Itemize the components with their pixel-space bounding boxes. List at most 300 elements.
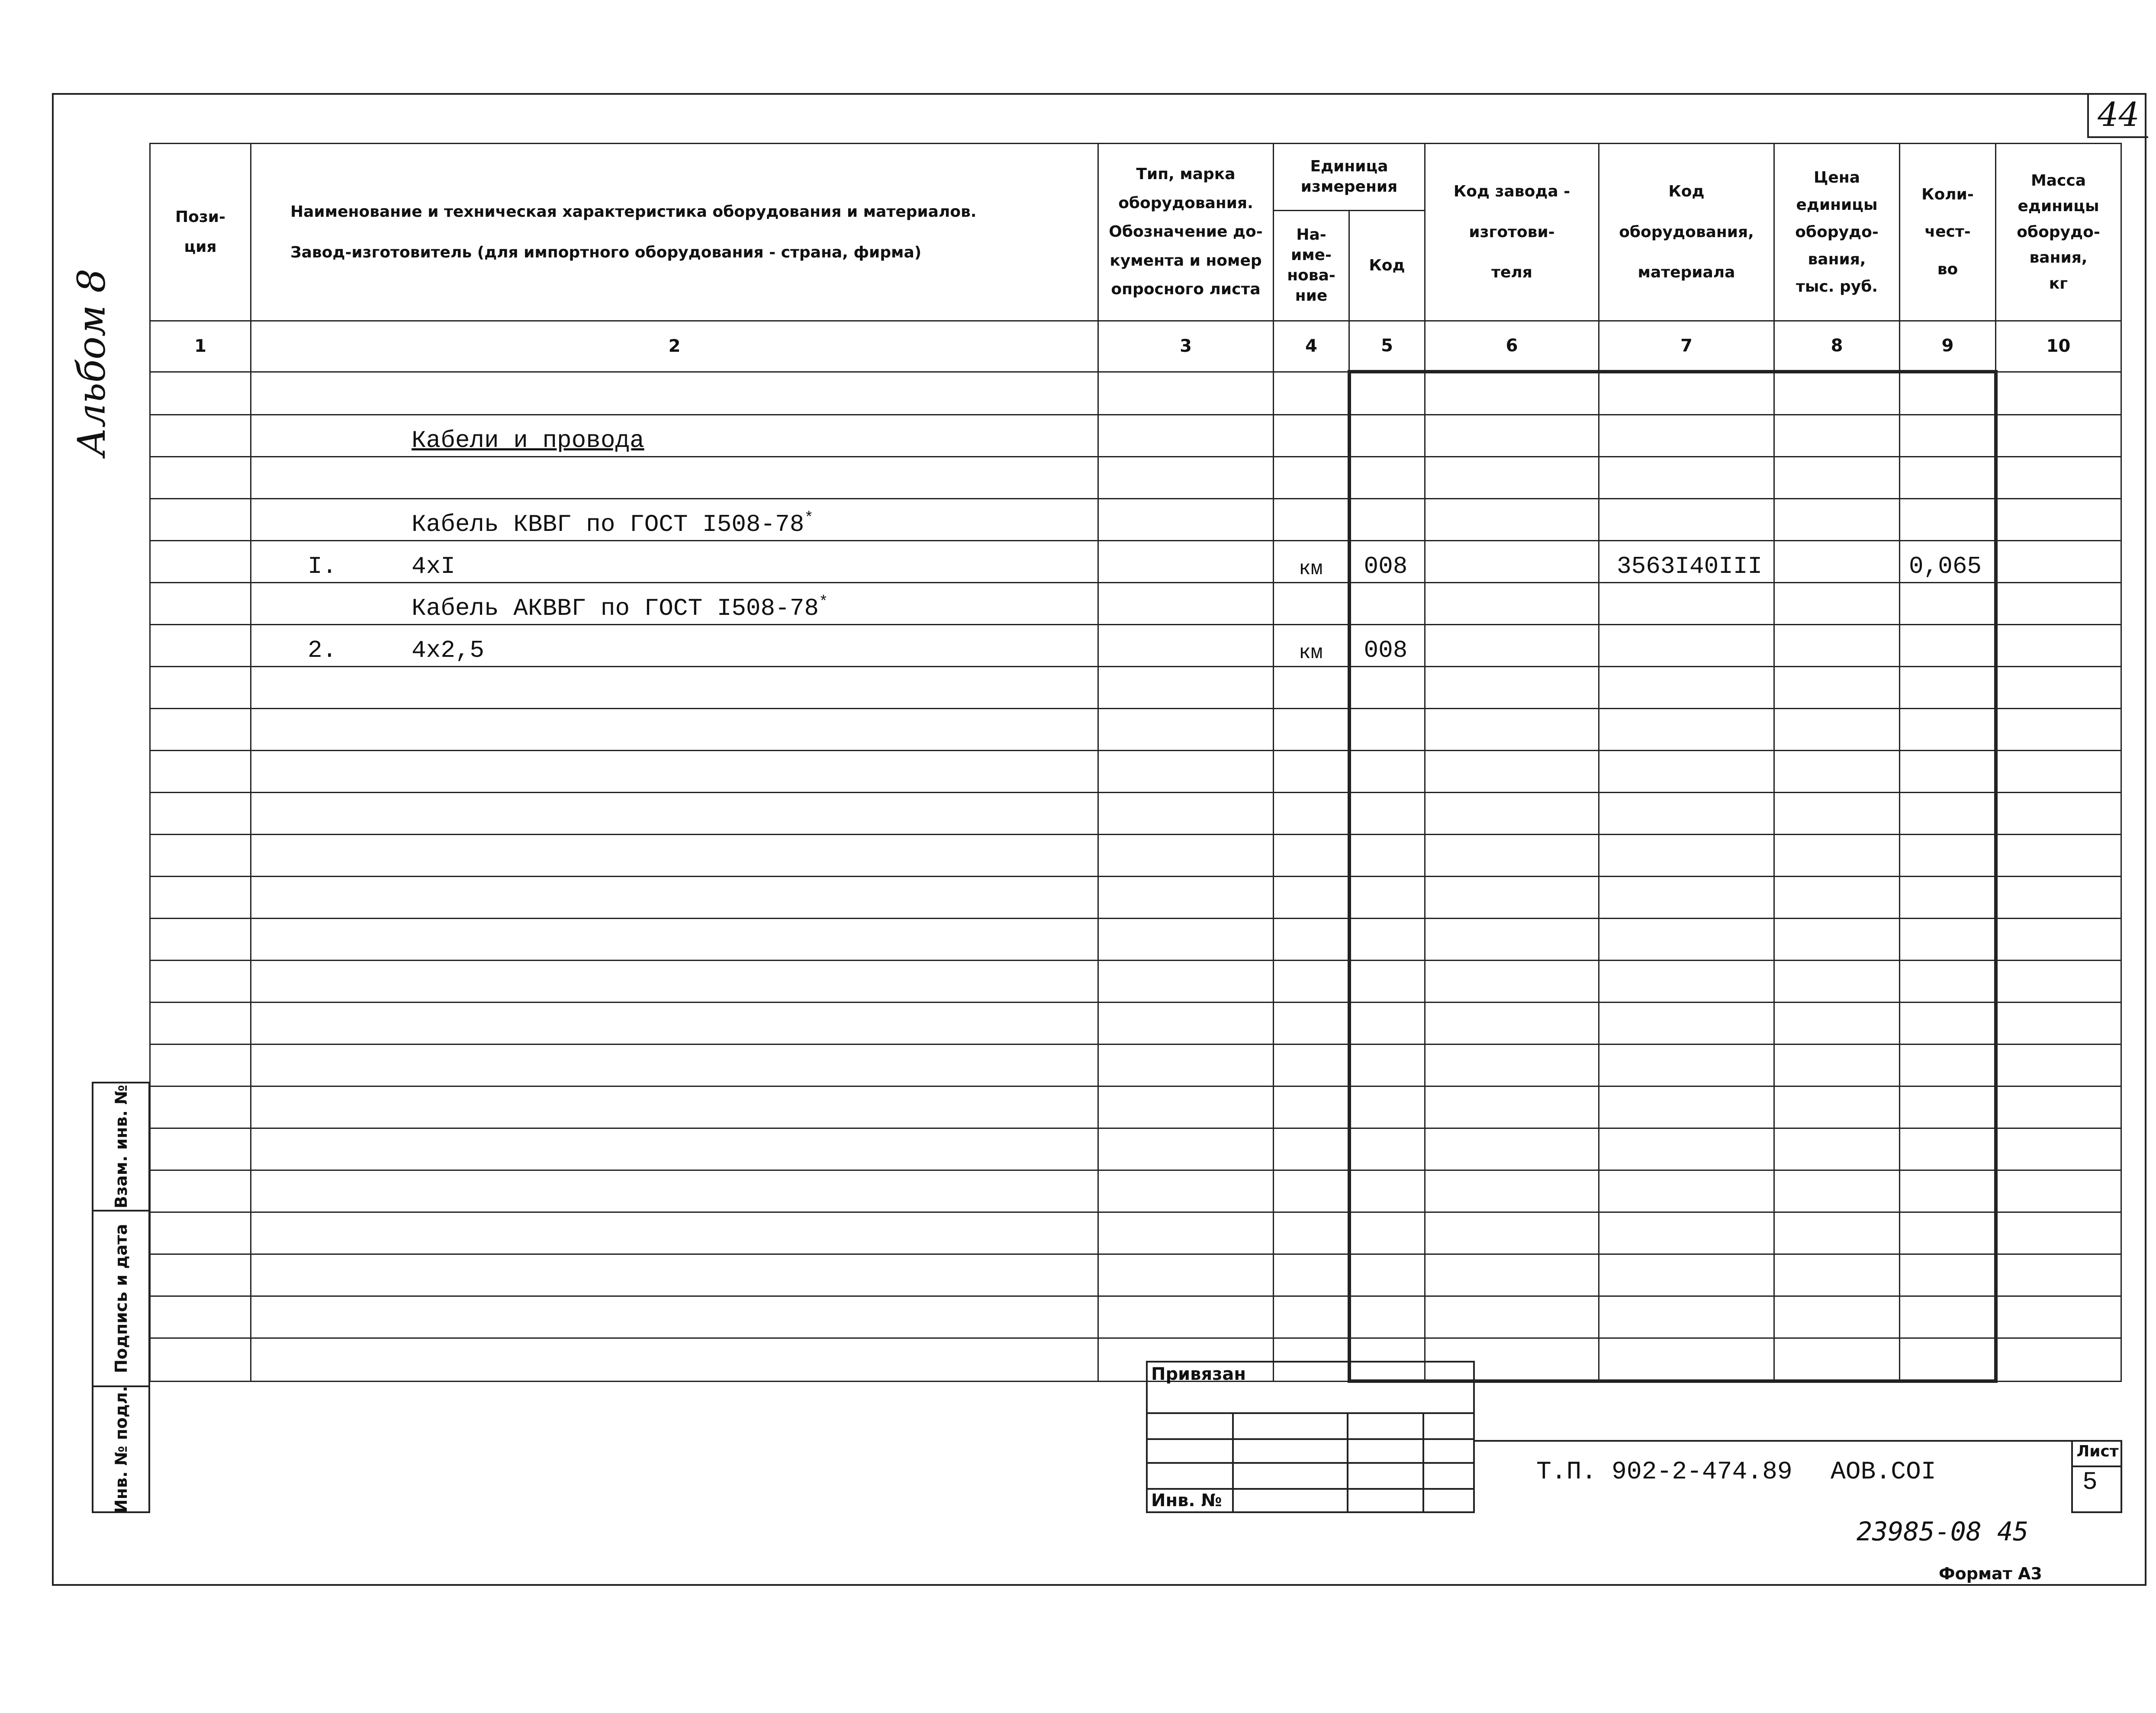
table-cell <box>1599 1212 1774 1254</box>
table-cell <box>150 961 251 1003</box>
table-cell <box>1274 1003 1349 1045</box>
table-cell <box>1996 1170 2121 1212</box>
item-name-cell <box>251 499 1098 541</box>
item-name-cell <box>251 415 1098 457</box>
table-cell <box>150 877 251 919</box>
table-cell <box>1098 625 1274 667</box>
table-cell <box>1599 1128 1774 1170</box>
column-number: 8 <box>1774 321 1900 372</box>
table-cell <box>1774 499 1900 541</box>
table-cell <box>1274 1128 1349 1170</box>
table-cell <box>1774 793 1900 835</box>
table-cell <box>1425 751 1599 793</box>
table-cell <box>1274 709 1349 751</box>
table-cell <box>251 877 1098 919</box>
table-cell <box>251 919 1098 961</box>
column-number: 1 <box>150 321 251 372</box>
table-cell <box>1425 877 1599 919</box>
column-number: 9 <box>1900 321 1996 372</box>
table-cell <box>1098 751 1274 793</box>
table-cell <box>1425 1296 1599 1338</box>
table-cell <box>1274 499 1349 541</box>
table-cell <box>1098 1003 1274 1045</box>
table-cell <box>1996 709 2121 751</box>
table-row <box>150 1086 2121 1128</box>
table-cell <box>150 625 251 667</box>
table-row <box>150 877 2121 919</box>
table-cell <box>1098 793 1274 835</box>
table-cell <box>150 1003 251 1045</box>
table-cell <box>251 1296 1098 1338</box>
table-cell <box>1274 457 1349 499</box>
table-cell <box>1349 1045 1425 1086</box>
table-cell <box>1900 961 1996 1003</box>
table-row <box>150 625 2121 667</box>
table-cell <box>1098 961 1274 1003</box>
table-cell <box>1274 961 1349 1003</box>
table-cell <box>1900 457 1996 499</box>
unit-code: 008 <box>1349 625 1425 667</box>
table-row <box>150 1003 2121 1045</box>
table-row <box>150 751 2121 793</box>
table-row <box>150 667 2121 709</box>
footnote-mark: * <box>818 593 828 611</box>
table-cell <box>1425 919 1599 961</box>
table-cell <box>1098 1086 1274 1128</box>
table-cell <box>1774 1003 1900 1045</box>
table-cell <box>1599 1338 1774 1382</box>
quantity: 0,065 <box>1900 541 1996 583</box>
table-cell <box>1996 625 2121 667</box>
table-cell <box>1349 1086 1425 1128</box>
table-cell <box>1996 1128 2121 1170</box>
sheet-corner-number: 44 <box>2087 93 2148 138</box>
table-cell <box>1349 1296 1425 1338</box>
table-cell <box>1274 1212 1349 1254</box>
table-cell <box>1425 667 1599 709</box>
signature-date-box: Подпись и дата <box>92 1210 150 1387</box>
table-cell <box>1900 919 1996 961</box>
table-cell <box>1774 541 1900 583</box>
table-cell <box>1274 793 1349 835</box>
table-cell <box>251 835 1098 877</box>
table-row <box>150 709 2121 751</box>
table-cell <box>1599 499 1774 541</box>
table-cell <box>1098 541 1274 583</box>
attachment-stamp <box>1146 1361 1475 1513</box>
header-type: Тип, марка оборудования. Обозначение до- кумента и номер опросного листа <box>1098 144 1274 321</box>
table-cell <box>1425 1212 1599 1254</box>
table-cell <box>1900 1128 1996 1170</box>
table-cell <box>251 1003 1098 1045</box>
table-row <box>150 835 2121 877</box>
table-cell <box>251 1212 1098 1254</box>
header-quantity: Коли- чест- во <box>1900 144 1996 321</box>
header-name: Наименование и техническая характеристика оборудования и материалов. Завод-изготовитель (для импортного оборудования - страна, фирма) <box>251 144 1098 321</box>
table-cell <box>150 457 251 499</box>
table-row <box>150 372 2121 415</box>
table-row <box>150 1338 2121 1382</box>
table-cell <box>150 1045 251 1086</box>
unit-code: 008 <box>1349 541 1425 583</box>
item-name-cell <box>251 583 1098 625</box>
table-cell <box>1599 1045 1774 1086</box>
table-cell <box>1098 877 1274 919</box>
table-cell <box>1599 415 1774 457</box>
table-row <box>150 1045 2121 1086</box>
table-cell <box>150 919 251 961</box>
table-cell <box>1425 793 1599 835</box>
table-row <box>150 1212 2121 1254</box>
table-row <box>150 541 2121 583</box>
table-cell <box>1349 709 1425 751</box>
sheet-label: Лист <box>2076 1443 2119 1460</box>
table-cell <box>150 1212 251 1254</box>
table-cell <box>150 667 251 709</box>
table-cell <box>1425 499 1599 541</box>
item-name-cell <box>251 541 1098 583</box>
table-cell <box>1349 499 1425 541</box>
table-cell <box>1599 625 1774 667</box>
table-cell <box>1274 1254 1349 1296</box>
table-row <box>150 415 2121 457</box>
table-cell <box>1425 1086 1599 1128</box>
table-cell <box>1349 1254 1425 1296</box>
table-cell <box>1996 1003 2121 1045</box>
original-inventory-box: Инв. № подл. <box>92 1385 150 1513</box>
document-code: АОВ.СОI <box>1831 1458 1936 1486</box>
table-cell <box>1774 583 1900 625</box>
table-cell <box>1349 457 1425 499</box>
unit-name: км <box>1274 625 1349 667</box>
format-label: Формат А3 <box>1939 1564 2042 1583</box>
table-row <box>150 919 2121 961</box>
table-cell <box>1774 751 1900 793</box>
table-cell <box>1274 1296 1349 1338</box>
column-number: 4 <box>1274 321 1349 372</box>
column-number: 7 <box>1599 321 1774 372</box>
table-cell <box>251 1128 1098 1170</box>
table-cell <box>1599 1170 1774 1212</box>
table-cell <box>1349 415 1425 457</box>
table-cell <box>1274 415 1349 457</box>
table-cell <box>1996 457 2121 499</box>
table-cell <box>251 751 1098 793</box>
table-cell <box>1349 1170 1425 1212</box>
specification-table <box>149 143 2122 1383</box>
table-cell <box>1349 1212 1425 1254</box>
table-row <box>150 499 2121 541</box>
table-cell <box>1900 1338 1996 1382</box>
table-cell <box>1774 1254 1900 1296</box>
table-cell <box>150 835 251 877</box>
table-cell <box>251 961 1098 1003</box>
table-cell <box>150 751 251 793</box>
table-cell <box>1900 1212 1996 1254</box>
inventory-no-label: Инв. № <box>1151 1491 1222 1511</box>
table-cell <box>1599 877 1774 919</box>
table-cell <box>1274 1045 1349 1086</box>
replacement-inventory-box: Взам. инв. № <box>92 1082 150 1212</box>
table-cell <box>1599 583 1774 625</box>
table-cell <box>251 1086 1098 1128</box>
table-cell <box>1900 1045 1996 1086</box>
header-equipment-code: Код оборудования, материала <box>1599 144 1774 321</box>
table-cell <box>150 1254 251 1296</box>
table-cell <box>1349 667 1425 709</box>
item-name: Кабели и провода <box>412 427 644 454</box>
table-cell <box>1996 1212 2121 1254</box>
item-name-cell <box>251 457 1098 499</box>
table-cell <box>1349 919 1425 961</box>
table-cell <box>1774 709 1900 751</box>
table-cell <box>1349 1128 1425 1170</box>
header-position: Пози- ция <box>150 144 251 321</box>
table-cell <box>1900 1003 1996 1045</box>
table-cell <box>1274 835 1349 877</box>
column-number: 10 <box>1996 321 2121 372</box>
table-cell <box>1996 541 2121 583</box>
table-cell <box>1425 1128 1599 1170</box>
header-unit-mass: Масса единицы оборудо- вания, кг <box>1996 144 2121 321</box>
unit-name: км <box>1274 541 1349 583</box>
table-cell <box>150 372 251 415</box>
table-row <box>150 1170 2121 1212</box>
column-number: 6 <box>1425 321 1599 372</box>
table-cell <box>1774 877 1900 919</box>
table-cell <box>1996 877 2121 919</box>
table-cell <box>1098 1128 1274 1170</box>
table-cell <box>1274 667 1349 709</box>
table-row <box>150 961 2121 1003</box>
table-cell <box>1900 751 1996 793</box>
table-cell <box>1425 415 1599 457</box>
item-name-cell <box>251 625 1098 667</box>
table-cell <box>1900 835 1996 877</box>
table-cell <box>150 415 251 457</box>
table-cell <box>1274 583 1349 625</box>
header-manufacturer-code: Код завода - изготови- теля <box>1425 144 1599 321</box>
table-cell <box>1599 457 1774 499</box>
table-cell <box>1996 793 2121 835</box>
table-cell <box>251 1254 1098 1296</box>
table-cell <box>1425 457 1599 499</box>
table-cell <box>1098 1212 1274 1254</box>
table-row <box>150 583 2121 625</box>
table-cell <box>150 793 251 835</box>
table-cell <box>1098 709 1274 751</box>
table-cell <box>150 1296 251 1338</box>
column-number: 2 <box>251 321 1098 372</box>
table-cell <box>1774 1086 1900 1128</box>
table-cell <box>150 499 251 541</box>
table-cell <box>1599 793 1774 835</box>
table-cell <box>1349 961 1425 1003</box>
table-cell <box>150 1170 251 1212</box>
table-cell <box>1349 877 1425 919</box>
table-cell <box>1774 961 1900 1003</box>
table-cell <box>251 1045 1098 1086</box>
item-name-cell <box>251 372 1098 415</box>
column-numbers-row <box>150 321 2121 372</box>
archive-number: 23985-08 45 <box>1857 1517 2029 1547</box>
table-cell <box>1098 835 1274 877</box>
table-cell <box>1425 1045 1599 1086</box>
column-number: 3 <box>1098 321 1274 372</box>
attached-label: Привязан <box>1151 1364 1246 1384</box>
table-cell <box>1774 1296 1900 1338</box>
table-cell <box>1274 919 1349 961</box>
table-cell <box>1425 835 1599 877</box>
table-cell <box>1425 583 1599 625</box>
table-cell <box>1900 415 1996 457</box>
table-cell <box>1996 1254 2121 1296</box>
table-cell <box>1349 372 1425 415</box>
table-cell <box>1599 1086 1774 1128</box>
table-cell <box>251 667 1098 709</box>
table-cell <box>1900 1086 1996 1128</box>
sheet-box <box>2071 1440 2122 1513</box>
table-cell <box>1599 372 1774 415</box>
table-cell <box>251 1170 1098 1212</box>
table-cell <box>1098 499 1274 541</box>
table-cell <box>1274 1170 1349 1212</box>
table-cell <box>1274 877 1349 919</box>
sheet-value: 5 <box>2082 1469 2098 1497</box>
table-cell <box>1599 709 1774 751</box>
table-cell <box>1900 667 1996 709</box>
table-cell <box>1599 835 1774 877</box>
equipment-code: 3563I40III <box>1599 541 1774 583</box>
table-row <box>150 1128 2121 1170</box>
table-row <box>150 1254 2121 1296</box>
table-row <box>150 1296 2121 1338</box>
table-cell <box>1098 457 1274 499</box>
table-cell <box>1599 1254 1774 1296</box>
table-cell <box>1900 1254 1996 1296</box>
table-cell <box>1599 751 1774 793</box>
table-cell <box>1774 919 1900 961</box>
table-cell <box>150 1128 251 1170</box>
table-cell <box>1996 499 2121 541</box>
table-cell <box>1098 667 1274 709</box>
table-cell <box>1900 1170 1996 1212</box>
table-cell <box>1599 919 1774 961</box>
table-row <box>150 793 2121 835</box>
table-cell <box>1098 583 1274 625</box>
table-cell <box>1774 415 1900 457</box>
table-cell <box>150 709 251 751</box>
table-cell <box>1425 961 1599 1003</box>
table-cell <box>1098 1254 1274 1296</box>
header-unit-group: Единица измерения <box>1274 144 1425 211</box>
table-cell <box>1425 541 1599 583</box>
table-row <box>150 457 2121 499</box>
position-number: 2. <box>308 636 337 664</box>
table-cell <box>1098 1170 1274 1212</box>
table-cell <box>1425 372 1599 415</box>
table-cell <box>1900 372 1996 415</box>
footnote-mark: * <box>804 509 814 527</box>
table-cell <box>150 541 251 583</box>
table-cell <box>1996 1086 2121 1128</box>
table-cell <box>1349 1003 1425 1045</box>
table-cell <box>1274 751 1349 793</box>
table-cell <box>1349 751 1425 793</box>
table-cell <box>1599 1296 1774 1338</box>
header-unit-code: Код <box>1349 211 1425 321</box>
table-cell <box>1900 499 1996 541</box>
table-cell <box>1425 1254 1599 1296</box>
table-cell <box>1996 919 2121 961</box>
table-cell <box>251 709 1098 751</box>
table-cell <box>1599 1003 1774 1045</box>
album-label: Альбом 8 <box>69 268 114 456</box>
table-cell <box>1996 835 2121 877</box>
table-cell <box>1996 961 2121 1003</box>
table-cell <box>1774 457 1900 499</box>
item-name: 4xI <box>412 553 455 580</box>
table-cell <box>1599 961 1774 1003</box>
table-cell <box>1774 667 1900 709</box>
table-cell <box>1774 1170 1900 1212</box>
table-cell <box>1349 583 1425 625</box>
table-cell <box>1774 1212 1900 1254</box>
table-cell <box>1996 372 2121 415</box>
table-cell <box>1996 1296 2121 1338</box>
table-cell <box>150 1086 251 1128</box>
table-cell <box>1098 1045 1274 1086</box>
table-cell <box>1774 1128 1900 1170</box>
table-cell <box>1599 667 1774 709</box>
table-cell <box>1774 372 1900 415</box>
table-cell <box>251 793 1098 835</box>
table-cell <box>1098 415 1274 457</box>
table-cell <box>1274 1086 1349 1128</box>
table-cell <box>1900 625 1996 667</box>
table-cell <box>1349 793 1425 835</box>
item-name: 4x2,5 <box>412 636 485 664</box>
table-cell <box>1996 667 2121 709</box>
column-number: 5 <box>1349 321 1425 372</box>
table-cell <box>150 1338 251 1382</box>
table-cell <box>1900 793 1996 835</box>
table-cell <box>1900 709 1996 751</box>
table-cell <box>1996 1338 2121 1382</box>
table-cell <box>1774 1045 1900 1086</box>
table-cell <box>1996 415 2121 457</box>
project-designation: Т.П. 902-2-474.89 <box>1536 1458 1792 1486</box>
table-cell <box>1098 919 1274 961</box>
table-cell <box>1774 835 1900 877</box>
table-cell <box>1996 1045 2121 1086</box>
table-cell <box>1774 1338 1900 1382</box>
table-cell <box>1274 372 1349 415</box>
item-name: Кабель АКВВГ по ГОСТ I508-78 <box>412 595 819 622</box>
position-number: I. <box>308 553 337 580</box>
table-cell <box>1900 1296 1996 1338</box>
item-name: Кабель КВВГ по ГОСТ I508-78 <box>412 511 804 538</box>
table-cell <box>1098 372 1274 415</box>
table-cell <box>1996 751 2121 793</box>
table-cell <box>1900 877 1996 919</box>
header-unit-price: Цена единицы оборудо- вания, тыс. руб. <box>1774 144 1900 321</box>
table-cell <box>1098 1296 1274 1338</box>
table-cell <box>251 1338 1098 1382</box>
table-cell <box>150 583 251 625</box>
table-cell <box>1425 1003 1599 1045</box>
table-cell <box>1425 1170 1599 1212</box>
